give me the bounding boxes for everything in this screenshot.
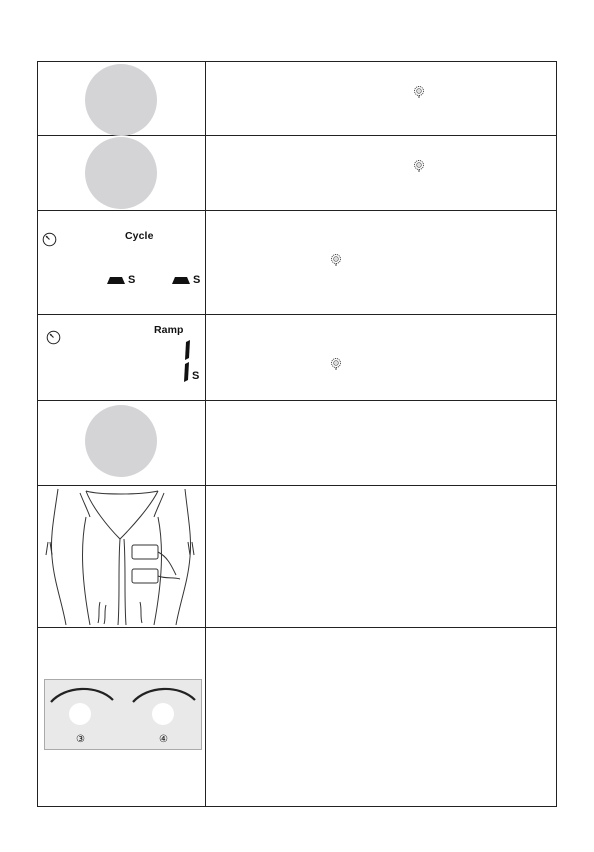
knob-icon: [330, 357, 342, 371]
knob-icon: [330, 253, 342, 267]
cycle-unit-a: S: [128, 274, 136, 286]
row-divider: [37, 210, 557, 211]
row-divider: [37, 400, 557, 401]
channel-label-3: ③: [76, 734, 85, 745]
ramp-unit: S: [192, 370, 200, 382]
ramp-label: Ramp: [154, 324, 184, 336]
cycle-label: Cycle: [125, 230, 154, 242]
grey-disc: [85, 137, 157, 209]
channel-label-4: ④: [159, 734, 168, 745]
display-segment-icon: [107, 277, 125, 285]
column-divider: [205, 61, 206, 807]
timer-icon: [46, 330, 61, 345]
thigh-electrode-illustration: [40, 487, 202, 625]
seven-segment-digit: [180, 340, 192, 384]
row-divider: [37, 627, 557, 628]
display-segment-icon: [172, 277, 190, 285]
row-divider: [37, 314, 557, 315]
knob-icon: [413, 159, 425, 173]
electrode-pads-panel: [44, 679, 202, 750]
grey-disc: [85, 64, 157, 136]
knob-icon: [413, 85, 425, 99]
grey-disc: [85, 405, 157, 477]
timer-icon: [42, 232, 57, 247]
cycle-unit-b: S: [193, 274, 201, 286]
